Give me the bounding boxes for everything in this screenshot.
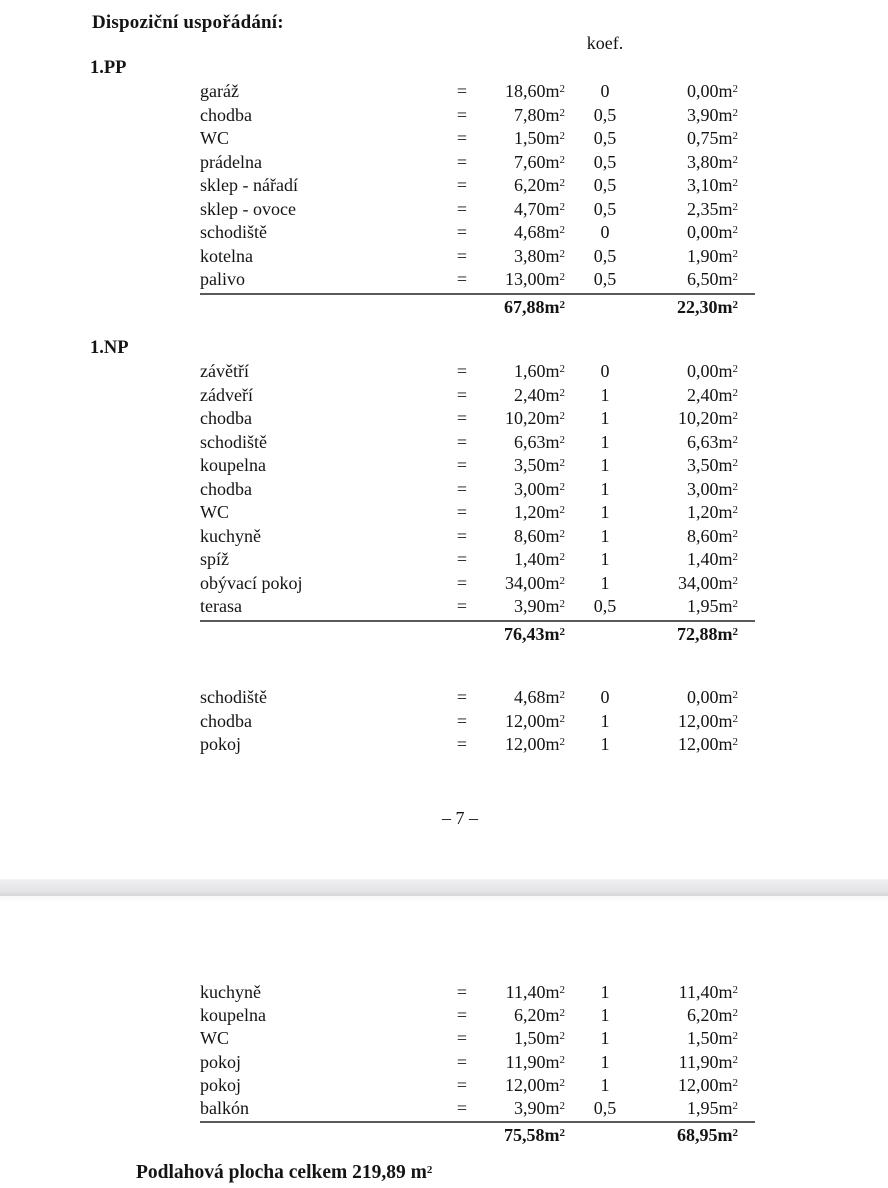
equals-sign: = (456, 549, 468, 569)
section-label-1pp: 1.PP (90, 58, 127, 78)
equals-sign: = (456, 502, 468, 522)
totals-spacer (200, 623, 452, 647)
koef-value: 0 (600, 361, 610, 381)
page-top-shadow (0, 896, 888, 902)
room-name: sklep - ovoce (200, 198, 296, 219)
result-value: $0,75m^2$ (686, 128, 738, 148)
area-value: $10,20m^2$ (504, 408, 565, 428)
area-row (200, 431, 738, 455)
koef-value: 1 (600, 431, 610, 452)
area-row (200, 501, 738, 525)
result-value: $12,00m^2$ (677, 734, 738, 754)
koef-value: 1 (600, 478, 610, 499)
area-value: $1,40m^2$ (513, 549, 565, 569)
result-value: $34,00m^2$ (677, 572, 738, 593)
result-value: $10,20m^2$ (677, 408, 738, 428)
equals-sign: = (456, 572, 468, 593)
area-row (200, 198, 738, 222)
equals-sign: = (456, 222, 468, 242)
result-value: $11,40m^2$ (678, 982, 738, 1002)
area-row (200, 595, 738, 619)
result-value: $1,20m^2$ (686, 502, 738, 522)
area-row (200, 478, 738, 502)
koef-value: 1 (600, 1074, 610, 1095)
area-value: $3,50m^2$ (513, 455, 565, 475)
total-area-value: $67,88m^2$ (504, 296, 565, 317)
koef-value: 0,5 (593, 198, 617, 219)
room-name: obývací pokoj (200, 572, 303, 593)
area-row (200, 384, 738, 408)
area-row (200, 454, 738, 478)
area-value: $13,00m^2$ (504, 269, 565, 289)
total-area-value: $75,58m^2$ (504, 1125, 565, 1146)
room-name: chodba (200, 478, 252, 499)
koef-value: 0,5 (593, 175, 617, 195)
equals-sign: = (456, 596, 468, 616)
koef-value: 0 (600, 81, 610, 101)
equals-sign: = (456, 431, 468, 452)
equals-sign: = (456, 198, 468, 219)
equals-sign: = (456, 1005, 468, 1026)
result-value: $1,95m^2$ (686, 1097, 738, 1118)
area-row (200, 1027, 738, 1050)
result-value: $3,00m^2$ (686, 478, 738, 499)
equals-sign: = (456, 1028, 468, 1049)
area-value: $11,90m^2$ (505, 1051, 565, 1072)
area-value: $6,20m^2$ (513, 1005, 565, 1026)
room-name: garáž (200, 81, 239, 101)
koef-value: 1 (600, 710, 610, 731)
page-break-separator (0, 879, 888, 897)
area-row (200, 525, 738, 549)
equals-sign: = (456, 408, 468, 428)
result-value: $1,40m^2$ (686, 549, 738, 569)
area-row (200, 1074, 738, 1097)
room-name: zádveří (200, 384, 253, 405)
total-result-value: $22,30m^2$ (677, 296, 738, 317)
area-row (200, 221, 738, 245)
area-value: $6,20m^2$ (513, 175, 565, 195)
room-name: schodiště (200, 687, 267, 707)
koef-value: 1 (600, 982, 610, 1002)
result-value: $8,60m^2$ (686, 525, 738, 546)
equals-sign: = (456, 269, 468, 289)
area-row (200, 407, 738, 431)
area-row (200, 1051, 738, 1074)
room-name: WC (200, 502, 229, 522)
area-row (200, 80, 738, 104)
area-value: $3,00m^2$ (513, 478, 565, 499)
room-name: spíž (200, 549, 229, 569)
totals-row (200, 1124, 738, 1147)
koef-value: 1 (600, 408, 610, 428)
area-value: $7,60m^2$ (513, 151, 565, 172)
koef-value: 1 (600, 1051, 610, 1072)
result-value: $3,90m^2$ (686, 104, 738, 125)
document-heading: Dispoziční uspořádání: (92, 12, 284, 33)
room-name: chodba (200, 104, 252, 125)
totals-spacer (565, 296, 645, 320)
area-row (200, 174, 738, 198)
equals-sign: = (456, 525, 468, 546)
area-row (200, 268, 738, 292)
totals-row (200, 296, 738, 320)
result-value: $1,90m^2$ (686, 245, 738, 266)
result-value: $0,00m^2$ (686, 222, 738, 242)
totals-spacer (565, 623, 645, 647)
area-row (200, 1004, 738, 1027)
koef-value: 1 (600, 1005, 610, 1026)
equals-sign: = (456, 361, 468, 381)
equals-sign: = (456, 1097, 468, 1118)
area-row (200, 733, 738, 757)
area-value: $4,70m^2$ (513, 198, 565, 219)
room-name: prádelna (200, 151, 262, 172)
area-value: $12,00m^2$ (504, 710, 565, 731)
area-value: $12,00m^2$ (504, 734, 565, 754)
koef-value: 1 (600, 384, 610, 405)
room-name: schodiště (200, 431, 267, 452)
result-value: $1,95m^2$ (686, 596, 738, 616)
total-area-value: $76,43m^2$ (504, 623, 565, 644)
area-value: $11,40m^2$ (505, 982, 565, 1002)
result-value: $3,80m^2$ (686, 151, 738, 172)
equals-sign: = (456, 175, 468, 195)
koef-value: 0 (600, 222, 610, 242)
room-name: WC (200, 128, 229, 148)
result-value: $3,10m^2$ (686, 175, 738, 195)
area-row (200, 104, 738, 128)
area-row (200, 572, 738, 596)
koef-value: 0,5 (593, 128, 617, 148)
area-value: $6,63m^2$ (513, 431, 565, 452)
equals-sign: = (456, 1051, 468, 1072)
equals-sign: = (456, 734, 468, 754)
equals-sign: = (456, 104, 468, 125)
room-name: terasa (200, 596, 242, 616)
equals-sign: = (456, 982, 468, 1002)
koef-value: 0 (600, 687, 610, 707)
totals-separator-line (200, 1121, 755, 1123)
room-name: kuchyně (200, 982, 261, 1002)
koef-value: 0,5 (593, 104, 617, 125)
koef-value: 1 (600, 734, 610, 754)
room-name: balkón (200, 1097, 249, 1118)
result-value: $0,00m^2$ (686, 361, 738, 381)
result-value: $6,63m^2$ (686, 431, 738, 452)
area-row (200, 245, 738, 269)
equals-sign: = (456, 1074, 468, 1095)
equals-sign: = (456, 245, 468, 266)
koef-value: 1 (600, 572, 610, 593)
area-row (200, 127, 738, 151)
area-value: $8,60m^2$ (513, 525, 565, 546)
result-value: $1,50m^2$ (686, 1028, 738, 1049)
room-name: palivo (200, 269, 245, 289)
area-row (200, 360, 738, 384)
area-value: $18,60m^2$ (504, 81, 565, 101)
equals-sign: = (456, 81, 468, 101)
area-row (200, 981, 738, 1004)
area-value: $3,90m^2$ (513, 596, 565, 616)
area-value: $2,40m^2$ (513, 384, 565, 405)
totals-separator-line (200, 293, 755, 295)
room-name: chodba (200, 408, 252, 428)
area-value: $12,00m^2$ (504, 1074, 565, 1095)
page-number: – 7 – (442, 808, 478, 828)
equals-sign: = (456, 128, 468, 148)
room-name: pokoj (200, 734, 242, 754)
koef-value: 0,5 (593, 1097, 617, 1118)
total-result-value: $72,88m^2$ (677, 623, 738, 644)
area-value: $1,50m^2$ (513, 1028, 565, 1049)
section-page2-table (200, 981, 738, 1147)
result-value: $11,90m^2$ (678, 1051, 738, 1072)
section-1pp-table (200, 80, 738, 319)
equals-sign: = (456, 455, 468, 475)
equals-sign: = (456, 384, 468, 405)
equals-sign: = (456, 478, 468, 499)
totals-row (200, 623, 738, 647)
koef-value: 1 (600, 525, 610, 546)
result-value: $12,00m^2$ (677, 710, 738, 731)
area-value: $34,00m^2$ (504, 572, 565, 593)
totals-separator-line (200, 620, 755, 622)
section-continued-table (200, 686, 738, 757)
result-value: $6,50m^2$ (686, 269, 738, 289)
area-value: $4,68m^2$ (513, 687, 565, 707)
area-row (200, 548, 738, 572)
area-value: $3,90m^2$ (513, 1097, 565, 1118)
koef-value: 0,5 (593, 269, 617, 289)
section-label-1np: 1.NP (90, 338, 129, 358)
area-row (200, 1097, 738, 1120)
totals-spacer (200, 1124, 452, 1147)
area-value: $1,20m^2$ (513, 502, 565, 522)
koef-value: 0,5 (593, 596, 617, 616)
area-value: $7,80m^2$ (513, 104, 565, 125)
room-name: závětří (200, 361, 249, 381)
room-name: chodba (200, 710, 252, 731)
koef-value: 1 (600, 502, 610, 522)
room-name: sklep - nářadí (200, 175, 298, 195)
area-value: $1,60m^2$ (513, 361, 565, 381)
totals-spacer (452, 1124, 472, 1147)
room-name: WC (200, 1028, 229, 1049)
area-value: $3,80m^2$ (513, 245, 565, 266)
area-value: $1,50m^2$ (513, 128, 565, 148)
room-name: koupelna (200, 1005, 266, 1026)
totals-spacer (452, 296, 472, 320)
area-row (200, 686, 738, 710)
result-value: $3,50m^2$ (686, 455, 738, 475)
area-row (200, 151, 738, 175)
room-name: koupelna (200, 455, 266, 475)
equals-sign: = (456, 710, 468, 731)
result-value: $0,00m^2$ (686, 687, 738, 707)
room-name: pokoj (200, 1074, 242, 1095)
equals-sign: = (456, 151, 468, 172)
result-value: $2,40m^2$ (686, 384, 738, 405)
koef-value: 0,5 (593, 245, 617, 266)
koef-value: 1 (600, 1028, 610, 1049)
room-name: kuchyně (200, 525, 261, 546)
koef-value: 1 (600, 549, 610, 569)
totals-spacer (452, 623, 472, 647)
section-1np-table (200, 360, 738, 646)
result-value: $12,00m^2$ (677, 1074, 738, 1095)
room-name: schodiště (200, 222, 267, 242)
totals-spacer (565, 1124, 645, 1147)
area-value: $4,68m^2$ (513, 222, 565, 242)
koef-value: 0,5 (593, 151, 617, 172)
area-row (200, 710, 738, 734)
room-name: kotelna (200, 245, 253, 266)
result-value: $2,35m^2$ (686, 198, 738, 219)
total-result-value: $68,95m^2$ (677, 1125, 738, 1146)
totals-spacer (200, 296, 452, 320)
total-floor-area: Podlahová plocha celkem 219,89 $m^2$ (136, 1162, 433, 1183)
result-value: $0,00m^2$ (686, 81, 738, 101)
equals-sign: = (456, 687, 468, 707)
koef-column-header: koef. (586, 33, 624, 53)
koef-value: 1 (600, 455, 610, 475)
result-value: $6,20m^2$ (686, 1005, 738, 1026)
room-name: pokoj (200, 1051, 242, 1072)
